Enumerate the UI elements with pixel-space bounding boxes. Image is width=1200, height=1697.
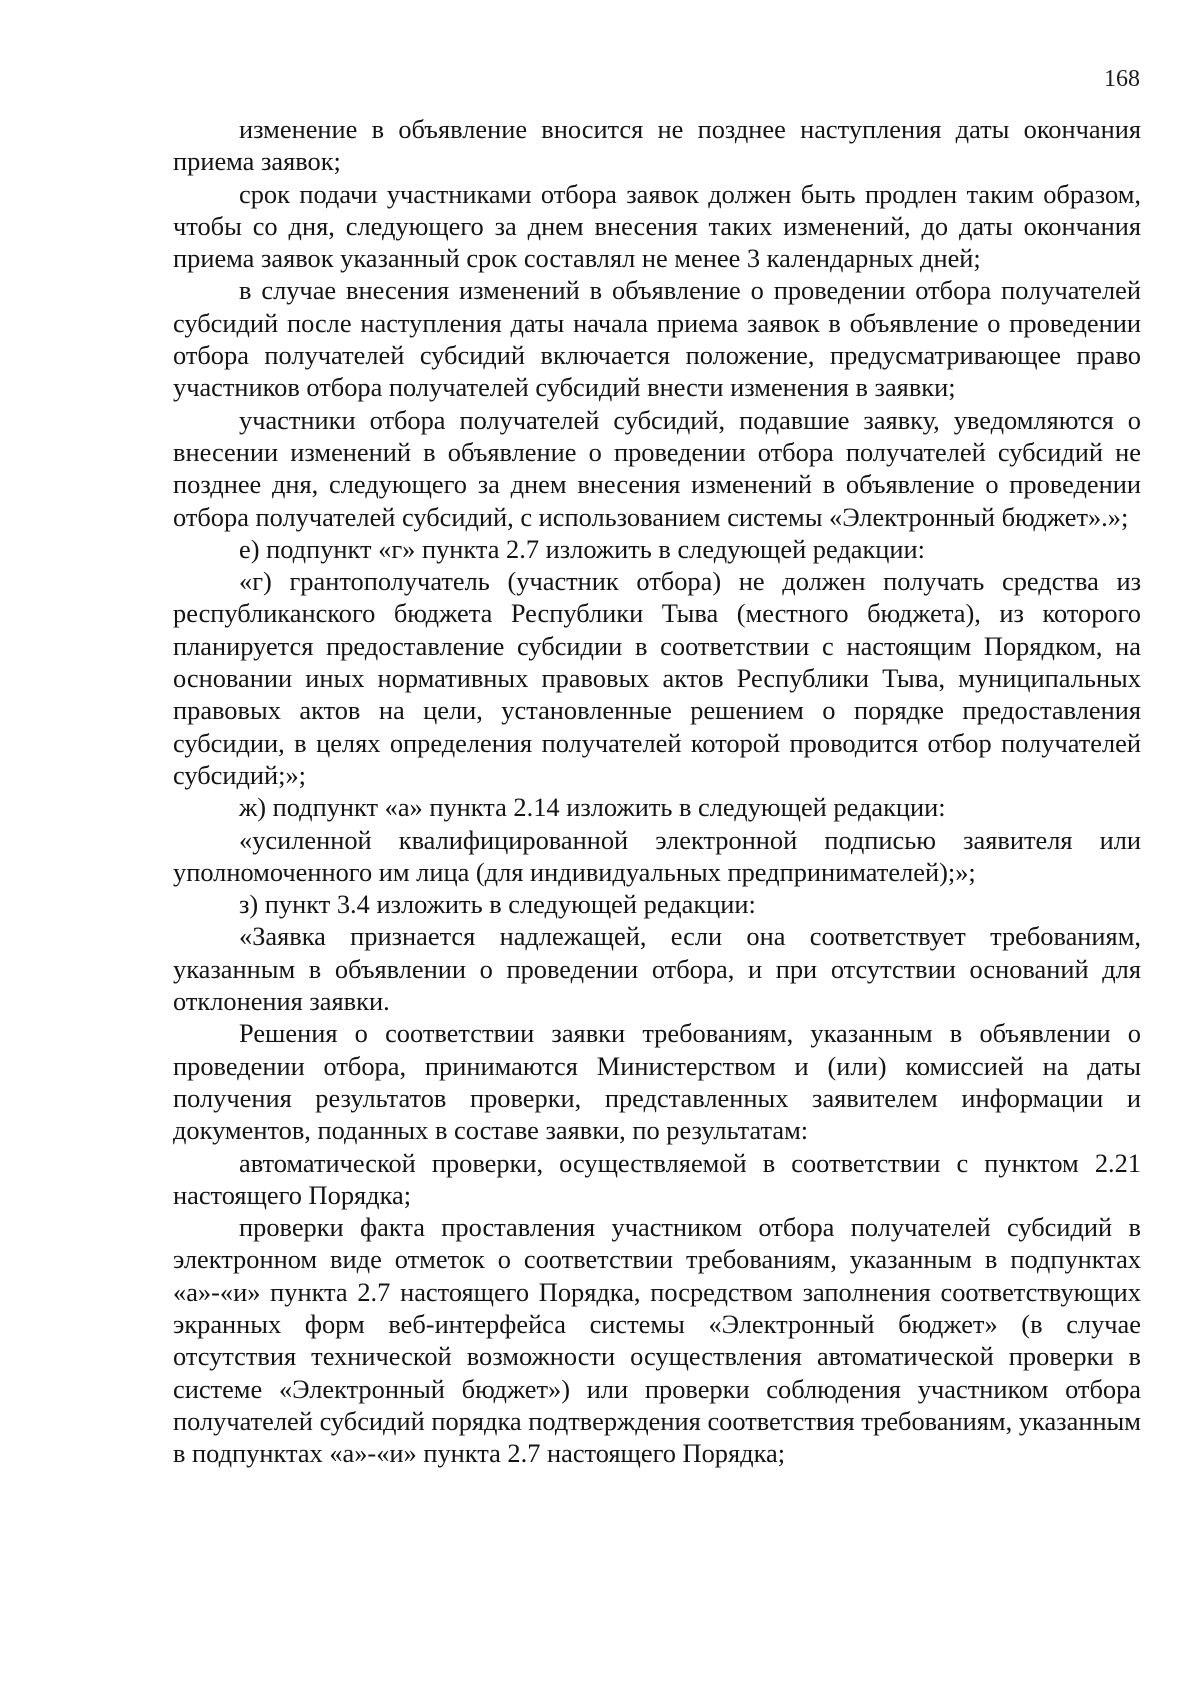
paragraph: ж) подпункт «а» пункта 2.14 изложить в следующей редакции: xyxy=(239,792,946,823)
paragraph: проверки факта проставления участником отбора получателей субсидий в электронном виде отметок о соответствии требованиям, указанным в подпунктах «а»-«и» пункта 2.7 настоящего Порядка, посредством заполнения соответствующих экранных форм веб-интерфейса системы «Электронный бюджет» (в случае отсутствия технической возможности осуществления автоматической проверки в системе «Электронный бюджет») или проверки соблюдения участником отбора получателей субсидий порядка подтверждения соответствия требованиям, указанным в подпунктах «а»-«и» пункта 2.7 настоящего Порядка; xyxy=(173,1212,1141,1469)
paragraph: «усиленной квалифицированной электронной подписью заявителя или уполномоченного им лица (для индивидуальных предпринимателей);»; xyxy=(173,824,1141,887)
paragraph: Решения о соответствии заявки требованиям, указанным в объявлении о проведении отбора, принимаются Министерством и (или) комиссией на даты получения результатов проверки, представленных заявителем информации и документов, поданных в составе заявки, по результатам: xyxy=(173,1018,1141,1146)
page-number: 168 xyxy=(1104,66,1140,92)
paragraph: е) подпункт «г» пункта 2.7 изложить в следующей редакции: xyxy=(239,533,926,564)
paragraph: участники отбора получателей субсидий, подавшие заявку, уведомляются о внесении изменений в объявление о проведении отбора получателей субсидий не позднее дня, следующего за днем внесения изменений в объявление о проведении отбора получателей субсидий, с использованием системы «Электронный бюджет».»; xyxy=(173,404,1141,532)
paragraph: изменение в объявление вносится не позднее наступления даты окончания приема заявок; xyxy=(173,114,1141,177)
paragraph: «г) грантополучатель (участник отбора) не должен получать средства из республиканского бюджета Республики Тыва (местного бюджета), из которого планируется предоставление субсидии в соответствии с настоящим Порядком, на основании иных нормативных правовых актов Республики Тыва, муниципальных правовых актов на цели, установленные решением о порядке предоставления субсидии, в целях определения получателей которой проводится отбор получателей субсидий;»; xyxy=(173,566,1141,790)
paragraph: срок подачи участниками отбора заявок должен быть продлен таким образом, чтобы со дня, следующего за днем внесения таких изменений, до даты окончания приема заявок указанный срок составлял не менее 3 календарных дней; xyxy=(173,178,1141,274)
document-body xyxy=(173,113,1141,1469)
paragraph: в случае внесения изменений в объявление о проведении отбора получателей субсидий после наступления даты начала приема заявок в объявление о проведении отбора получателей субсидий включается положение, предусматривающее право участников отбора получателей субсидий внести изменения в заявки; xyxy=(173,275,1141,403)
paragraph: автоматической проверки, осуществляемой в соответствии с пунктом 2.21 настоящего Порядка; xyxy=(173,1147,1141,1210)
paragraph: «Заявка признается надлежащей, если она соответствует требованиям, указанным в объявлении о проведении отбора, и при отсутствии оснований для отклонения заявки. xyxy=(173,921,1141,1017)
paragraph: з) пункт 3.4 изложить в следующей редакции: xyxy=(239,889,756,920)
